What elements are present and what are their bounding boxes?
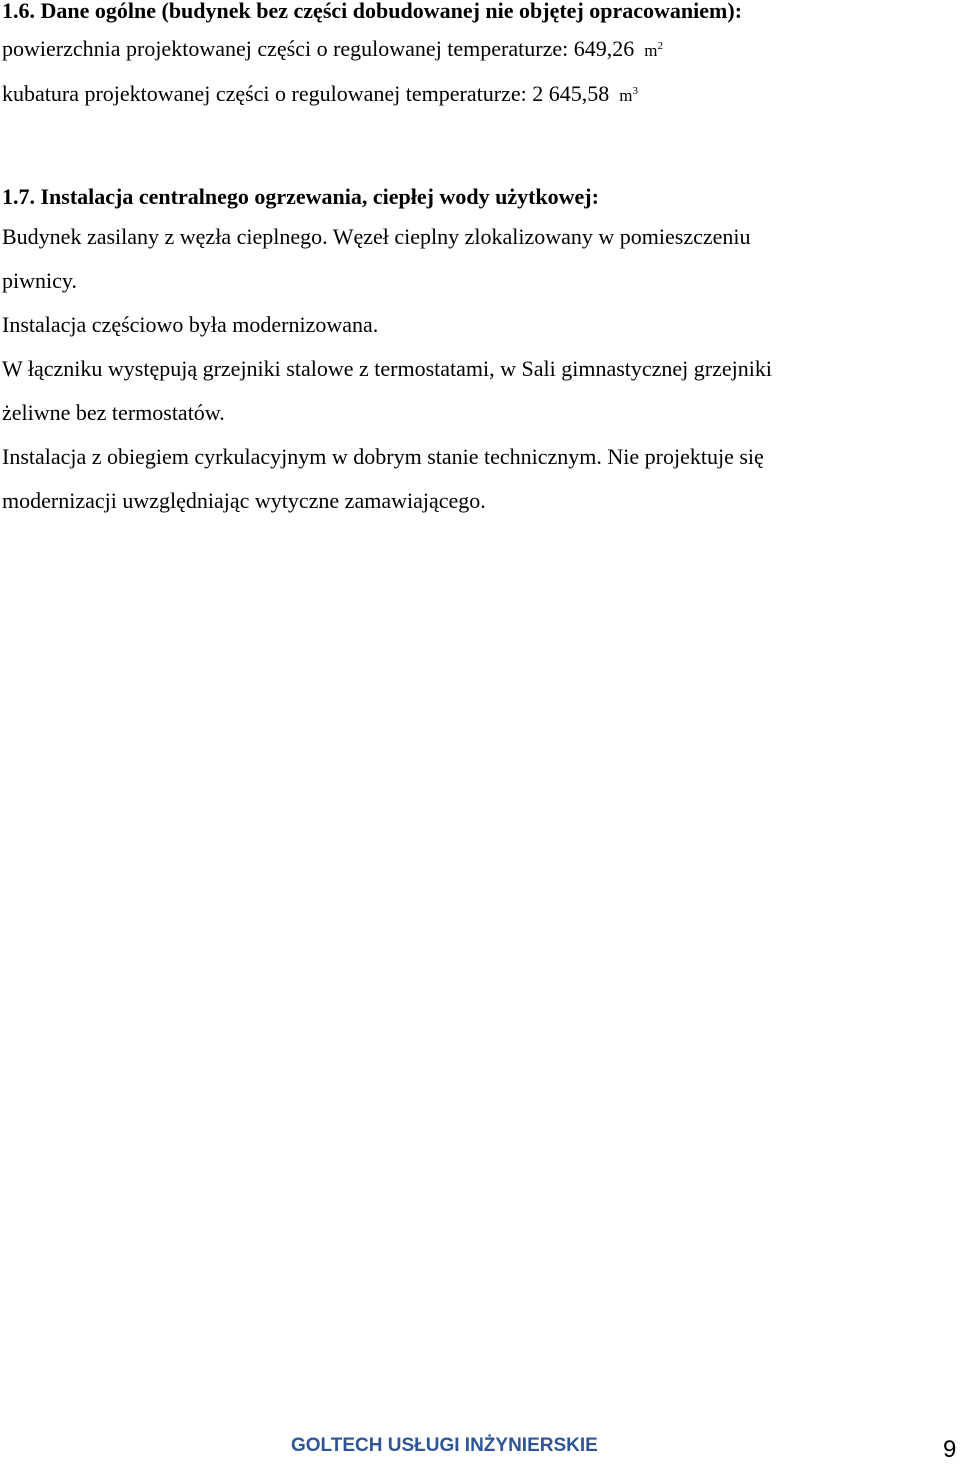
volume-line [2,81,638,109]
body-line: W łączniku występują grzejniki stalowe z termostatami, w Sali gimnastycznej grzejniki [2,356,772,381]
volume-label: kubatura projektowanej części o regulowanej temperaturze: 2 645,58 [2,81,610,106]
area-line [2,36,663,64]
area-label: powierzchnia projektowanej części o regulowanej temperaturze: 649,26 [2,36,635,61]
page-number: 9 [943,1436,957,1463]
section-1-6-heading: 1.6. Dane ogólne (budynek bez części dobudowanej nie objętej opracowaniem): [2,0,743,23]
area-unit-exponent: 2 [657,40,663,52]
body-line: żeliwne bez termostatów. [2,400,225,425]
section-1-7-heading: 1.7. Instalacja centralnego ogrzewania, ciepłej wody użytkowej: [2,184,599,209]
body-line: piwnicy. [2,268,77,293]
body-line: modernizacji uwzględniając wytyczne zamawiającego. [2,488,486,513]
body-line: Instalacja z obiegiem cyrkulacyjnym w dobrym stanie technicznym. Nie projektuje się [2,444,764,469]
footer-company-name: GOLTECH USŁUGI INŻYNIERSKIE [291,1435,598,1456]
volume-unit-symbol: m [619,86,633,105]
body-line: Budynek zasilany z węzła cieplnego. Węzeł cieplny zlokalizowany w pomieszczeniu [2,224,751,249]
body-line: Instalacja częściowo była modernizowana. [2,312,379,337]
volume-unit [619,86,638,105]
area-unit-symbol: m [644,41,658,60]
area-unit [644,41,663,60]
volume-unit-exponent: 3 [632,85,638,97]
